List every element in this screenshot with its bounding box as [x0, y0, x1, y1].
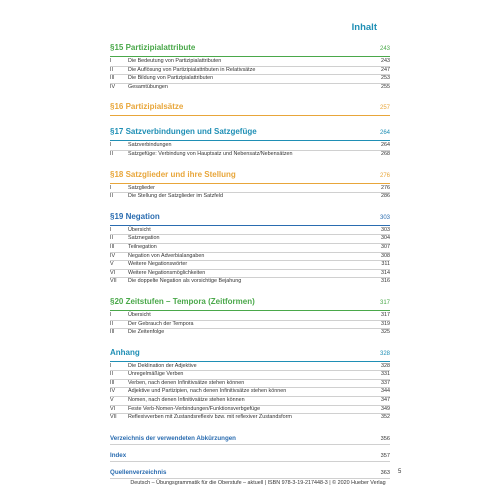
- entry-page: 255: [381, 83, 390, 90]
- toc-entry[interactable]: [110, 321, 390, 330]
- toc-section: [110, 40, 390, 91]
- entry-page: 243: [381, 58, 390, 64]
- appendix-entry[interactable]: [110, 451, 390, 462]
- appendix-list: [110, 434, 390, 479]
- entry-number: I: [110, 226, 112, 233]
- section-title: §20 Zeitstufen – Tempora (Zeitformen): [110, 296, 255, 306]
- toc-section: [110, 345, 390, 422]
- entry-title: Die Zeitenfolge: [128, 329, 165, 336]
- entry-title: Weitere Negationsmöglichkeiten: [128, 269, 206, 276]
- section-divider: [110, 310, 390, 311]
- entry-number: III: [110, 329, 115, 336]
- entry-number: VI: [110, 269, 116, 276]
- section-heading[interactable]: [110, 40, 390, 56]
- entry-number: II: [110, 371, 113, 378]
- section-divider: [110, 225, 390, 226]
- section-title: §16 Partizipialsätze: [110, 102, 184, 112]
- entry-number: II: [110, 193, 113, 200]
- section-title: §15 Partizipialattribute: [110, 43, 196, 52]
- toc-entry[interactable]: [110, 185, 390, 194]
- entry-number: I: [110, 184, 112, 191]
- entry-page: 337: [381, 379, 390, 386]
- appendix-title: Index: [110, 451, 127, 459]
- entry-title: Die Bedeutung von Partizipialattributen: [128, 58, 222, 64]
- entry-title: Die Deklination der Adjektive: [128, 362, 197, 369]
- section-title: §18 Satzglieder und ihre Stellung: [110, 169, 236, 179]
- entry-number: IV: [110, 252, 116, 259]
- entry-number: I: [110, 58, 112, 64]
- entry-number: III: [110, 379, 115, 386]
- entry-number: I: [110, 362, 112, 369]
- toc-section: [110, 209, 390, 286]
- entry-page: 328: [381, 362, 390, 369]
- entry-page: 307: [381, 243, 390, 250]
- section-heading[interactable]: [110, 167, 390, 183]
- entry-title: Verben, nach denen Infinitivsätze stehen können: [128, 379, 245, 386]
- entry-number: IV: [110, 83, 116, 90]
- entry-number: V: [110, 397, 114, 404]
- toc-entry[interactable]: [110, 329, 390, 337]
- toc-section: [110, 167, 390, 201]
- section-heading[interactable]: [110, 345, 390, 361]
- entry-page: 247: [381, 66, 390, 73]
- section-page: 317: [379, 299, 390, 306]
- entry-title: Satzglieder: [128, 184, 155, 191]
- toc-entry[interactable]: [110, 312, 390, 321]
- entry-title: Satzverbindungen: [128, 142, 172, 149]
- section-heading[interactable]: [110, 209, 390, 225]
- toc-entry[interactable]: [110, 371, 390, 380]
- table-of-contents: [110, 40, 390, 479]
- entry-number: III: [110, 243, 115, 250]
- entry-page: 319: [381, 320, 390, 327]
- entry-page: 314: [381, 269, 390, 276]
- toc-entry[interactable]: [110, 151, 390, 159]
- section-page: 328: [379, 350, 390, 357]
- entry-title: Übersicht: [128, 311, 151, 318]
- footer-text: Deutsch – Übungsgrammatik für die Oberstufe – aktuell | ISBN 978-3-19-217448-3 | © 2020 Hueber Verlag: [130, 480, 386, 486]
- entry-page: 276: [381, 184, 390, 191]
- entry-number: I: [110, 311, 112, 318]
- toc-entry[interactable]: [110, 406, 390, 415]
- entry-title: Satzgefüge: Verbindung von Hauptsatz und Nebensatz/Nebensätzen: [128, 150, 293, 157]
- entry-title: Nomen, nach denen Infinitivsätze stehen können: [128, 397, 245, 404]
- entry-page: 331: [381, 371, 390, 378]
- entry-title: Reflexivverben mit Zustandsreflexiv bzw. mit reflexiver Zustandsform: [128, 414, 292, 421]
- toc-entry[interactable]: [110, 253, 390, 262]
- entry-page: 316: [381, 278, 390, 285]
- entry-title: Teilnegation: [128, 243, 157, 250]
- toc-entry[interactable]: [110, 67, 390, 76]
- entry-title: Satznegation: [128, 235, 160, 242]
- section-divider: [110, 361, 390, 362]
- entry-page: 304: [381, 235, 390, 242]
- entry-page: 317: [381, 311, 390, 318]
- entry-page: 303: [381, 226, 390, 233]
- section-heading[interactable]: [110, 294, 390, 310]
- toc-entry[interactable]: [110, 142, 390, 151]
- toc-entry[interactable]: [110, 414, 390, 422]
- appendix-title: Quellenverzeichnis: [110, 468, 167, 476]
- entry-title: Die Stellung der Satzglieder im Satzfeld: [128, 193, 223, 200]
- entry-page: 268: [381, 150, 390, 157]
- entry-number: IV: [110, 388, 116, 395]
- section-title: §17 Satzverbindungen und Satzgefüge: [110, 127, 257, 137]
- toc-entry[interactable]: [110, 261, 390, 270]
- entry-number: III: [110, 75, 115, 82]
- toc-entry[interactable]: [110, 75, 390, 84]
- entry-number: I: [110, 142, 112, 149]
- appendix-entry[interactable]: [110, 468, 390, 479]
- entry-number: V: [110, 261, 114, 268]
- section-divider: [110, 183, 390, 184]
- section-page: 303: [379, 214, 390, 221]
- entry-title: Unregelmäßige Verben: [128, 371, 184, 378]
- section-heading[interactable]: [110, 124, 390, 140]
- page-title: Inhalt: [351, 22, 377, 33]
- entry-title: Die Bildung von Partizipialattributen: [128, 75, 214, 82]
- entry-number: II: [110, 320, 113, 327]
- toc-entry[interactable]: [110, 193, 390, 201]
- entry-page: 325: [381, 329, 390, 336]
- toc-entry[interactable]: [110, 244, 390, 253]
- toc-entry[interactable]: [110, 278, 390, 286]
- entry-title: Der Gebrauch der Tempora: [128, 320, 194, 327]
- entry-number: II: [110, 66, 113, 73]
- page-number: 5: [398, 469, 402, 475]
- entry-title: Die Auflösung von Partizipialattributen in Relativsätze: [128, 66, 256, 73]
- section-page: 276: [379, 172, 390, 179]
- section-title: §19 Negation: [110, 211, 160, 221]
- section-page: 264: [379, 130, 390, 137]
- entry-page: 286: [381, 193, 390, 200]
- entry-page: 344: [381, 388, 390, 395]
- entry-title: Feste Verb-Nomen-Verbindungen/Funktionsverbgefüge: [128, 405, 261, 412]
- entry-title: Gesamtübungen: [128, 83, 168, 90]
- entry-title: Übersicht: [128, 226, 151, 233]
- entry-title: Weitere Negationswörter: [128, 261, 188, 268]
- section-divider: [110, 140, 390, 141]
- toc-entry[interactable]: [110, 380, 390, 389]
- toc-entry[interactable]: [110, 227, 390, 236]
- entry-page: 352: [381, 414, 390, 421]
- toc-entry[interactable]: [110, 363, 390, 372]
- toc-entry[interactable]: [110, 58, 390, 67]
- appendix-page: 356: [380, 435, 390, 442]
- appendix-entry[interactable]: [110, 434, 390, 445]
- entry-title: Die doppelte Negation als vorsichtige Bejahung: [128, 278, 242, 285]
- entry-page: 253: [381, 75, 390, 82]
- entry-number: II: [110, 150, 113, 157]
- entry-number: VII: [110, 414, 117, 421]
- entry-number: VI: [110, 405, 116, 412]
- toc-section: [110, 124, 390, 158]
- section-divider: [110, 115, 390, 116]
- section-heading[interactable]: [110, 99, 390, 115]
- appendix-page: 357: [380, 452, 390, 459]
- appendix-title: Verzeichnis der verwendeten Abkürzungen: [110, 434, 236, 442]
- toc-section: [110, 294, 390, 337]
- toc-entry[interactable]: [110, 270, 390, 279]
- section-page: 243: [379, 46, 390, 52]
- toc-entry[interactable]: [110, 397, 390, 406]
- entry-page: 308: [381, 252, 390, 259]
- toc-entry[interactable]: [110, 235, 390, 244]
- toc-entry[interactable]: [110, 388, 390, 397]
- entry-number: VII: [110, 278, 117, 285]
- section-title: Anhang: [110, 347, 140, 357]
- entry-page: 347: [381, 397, 390, 404]
- entry-page: 311: [381, 261, 390, 268]
- toc-section: [110, 99, 390, 116]
- entry-page: 349: [381, 405, 390, 412]
- entry-title: Adjektive und Partizipien, nach denen Infinitivsätze stehen können: [128, 388, 287, 395]
- appendix-page: 363: [380, 469, 390, 476]
- entry-title: Negation von Adverbialangaben: [128, 252, 205, 259]
- section-page: 257: [379, 105, 390, 112]
- entry-number: II: [110, 235, 113, 242]
- entry-page: 264: [381, 142, 390, 149]
- section-divider: [110, 56, 390, 57]
- toc-entry[interactable]: [110, 84, 390, 92]
